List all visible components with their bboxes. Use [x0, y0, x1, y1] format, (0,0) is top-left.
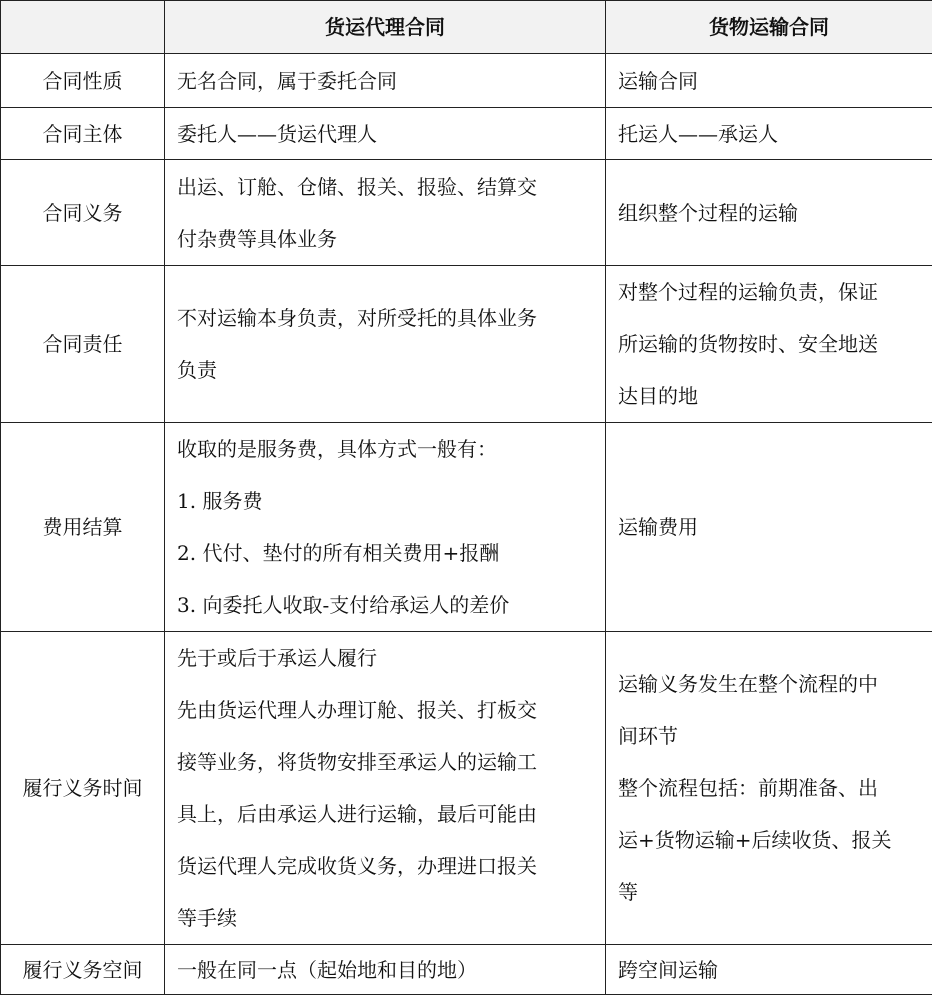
cell-line: 运输费用: [618, 509, 920, 545]
cell-line: 整个流程包括：前期准备、出: [618, 762, 920, 814]
cell-line: 对整个过程的运输负责，保证: [618, 266, 920, 318]
row-label: 合同性质: [1, 54, 165, 108]
cell-line: 托运人——承运人: [618, 116, 920, 152]
transport-cell: [606, 54, 932, 108]
row-contract-parties: [1, 108, 932, 160]
cell-line: 具上，后由承运人进行运输，最后可能由: [177, 788, 593, 840]
transport-cell: [606, 632, 932, 945]
row-contract-nature: [1, 54, 932, 108]
cell-line: 货运代理人完成收货义务，办理进口报关: [177, 840, 593, 892]
cell-line: 先于或后于承运人履行: [177, 632, 593, 684]
row-performance-time: [1, 632, 932, 945]
header-cargo-transport-contract: 货物运输合同: [606, 1, 932, 54]
transport-cell: [606, 945, 932, 995]
row-label: 合同主体: [1, 108, 165, 160]
transport-cell: [606, 423, 932, 632]
freight-cell: [165, 54, 606, 108]
cell-line: 组织整个过程的运输: [618, 195, 920, 231]
cell-line: 等手续: [177, 892, 593, 944]
row-label: 履行义务空间: [1, 945, 165, 995]
header-freight-forwarding-contract: 货运代理合同: [165, 1, 606, 54]
freight-cell: [165, 160, 606, 266]
row-label: 履行义务时间: [1, 632, 165, 945]
cell-line: 运+货物运输+后续收货、报关: [618, 814, 920, 866]
cell-line: 出运、订舱、仓储、报关、报验、结算交: [177, 161, 593, 213]
row-contract-liability: [1, 266, 932, 423]
cell-line: 不对运输本身负责，对所受托的具体业务: [177, 292, 593, 344]
cell-line: 间环节: [618, 710, 920, 762]
cell-line: 先由货运代理人办理订舱、报关、打板交: [177, 684, 593, 736]
cell-line: 跨空间运输: [618, 952, 920, 988]
row-label: 合同责任: [1, 266, 165, 423]
cell-line: 3. 向委托人收取-支付给承运人的差价: [177, 579, 593, 631]
cell-line: 一般在同一点（起始地和目的地）: [177, 952, 593, 988]
cell-line: 所运输的货物按时、安全地送: [618, 318, 920, 370]
header-row: [1, 1, 932, 54]
cell-line: 等: [618, 866, 920, 918]
row-performance-space: [1, 945, 932, 995]
transport-cell: [606, 160, 932, 266]
cell-line: 达目的地: [618, 370, 920, 422]
cell-line: 无名合同，属于委托合同: [177, 63, 593, 99]
header-label-cell: [1, 1, 165, 54]
freight-cell: [165, 266, 606, 423]
row-label: 费用结算: [1, 423, 165, 632]
cell-line: 委托人——货运代理人: [177, 116, 593, 152]
cell-line: 运输义务发生在整个流程的中: [618, 658, 920, 710]
cell-line: 收取的是服务费，具体方式一般有：: [177, 423, 593, 475]
cell-line: 2. 代付、垫付的所有相关费用+报酬: [177, 527, 593, 579]
cell-line: 付杂费等具体业务: [177, 213, 593, 265]
freight-cell: [165, 632, 606, 945]
transport-cell: [606, 266, 932, 423]
cell-line: 负责: [177, 344, 593, 396]
row-label: 合同义务: [1, 160, 165, 266]
row-fee-settlement: [1, 423, 932, 632]
transport-cell: [606, 108, 932, 160]
cell-line: 1. 服务费: [177, 475, 593, 527]
row-contract-obligations: [1, 160, 932, 266]
cell-line: 运输合同: [618, 63, 920, 99]
freight-cell: [165, 423, 606, 632]
freight-cell: [165, 108, 606, 160]
freight-cell: [165, 945, 606, 995]
cell-line: 接等业务，将货物安排至承运人的运输工: [177, 736, 593, 788]
